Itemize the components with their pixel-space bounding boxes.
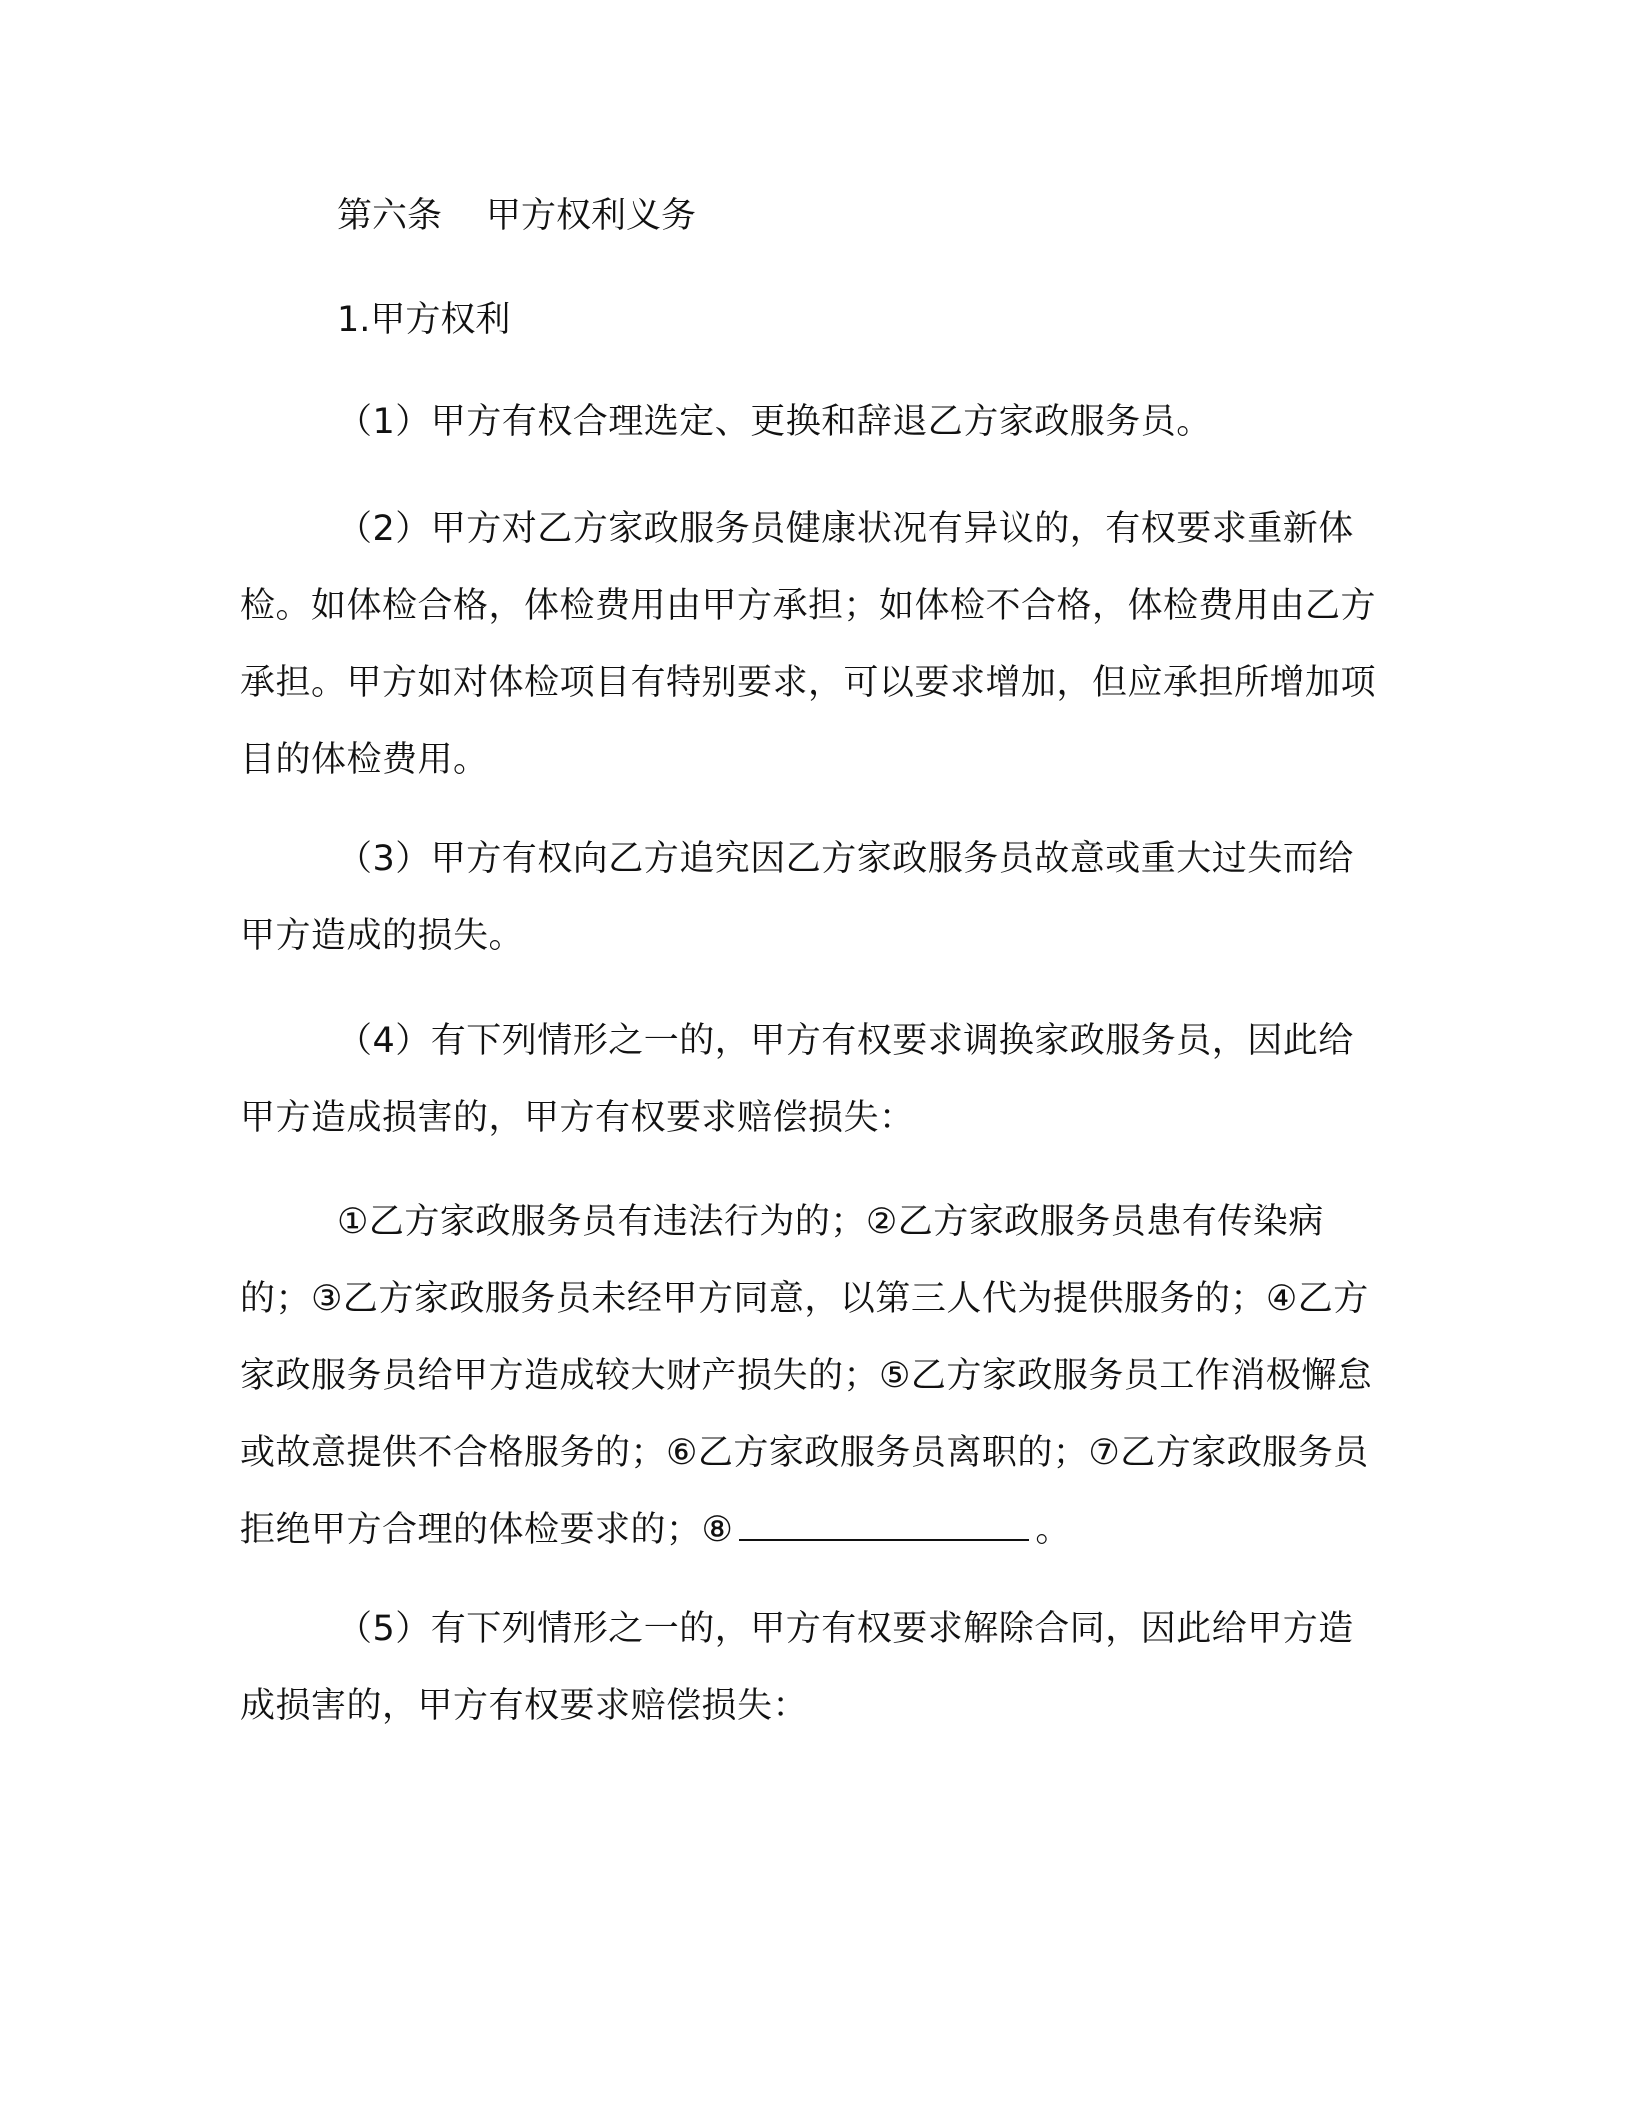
article-heading [337,192,696,240]
section-heading: 1.甲方权利 [337,300,511,340]
clause-4: （4）有下列情形之一的，甲方有权要求调换家政服务员，因此给甲方造成损害的，甲方有权要求赔偿损失： [240,1021,1354,1138]
clause-4-items-end: 。 [1035,1510,1071,1550]
clause-5: （5）有下列情形之一的，甲方有权要求解除合同，因此给甲方造成损害的，甲方有权要求赔偿损失： [240,1609,1354,1726]
clause-4-items-text: ①乙方家政服务员有违法行为的；②乙方家政服务员患有传染病的；③乙方家政服务员未经甲方同意，以第三人代为提供服务的；④乙方家政服务员给甲方造成较大财产损失的；⑤乙方家政服务员工作消极懈怠或故意提供不合格服务的；⑥乙方家政服务员离职的；⑦乙方家政服务员拒绝甲方合理的体检要求的；⑧ [240,1202,1373,1550]
clause-2: （2）甲方对乙方家政服务员健康状况有异议的，有权要求重新体检。如体检合格，体检费用由甲方承担；如体检不合格，体检费用由乙方承担。甲方如对体检项目有特别要求，可以要求增加，但应承担所增加项目的体检费用。 [240,509,1377,780]
clause-1: （1）甲方有权合理选定、更换和辞退乙方家政服务员。 [337,402,1212,442]
clause-3: （3）甲方有权向乙方追究因乙方家政服务员故意或重大过失而给甲方造成的损失。 [240,839,1354,956]
fill-in-blank[interactable] [739,1509,1029,1541]
article-title: 甲方权利义务 [486,196,697,236]
clause-4-items [240,1184,1380,1569]
article-number: 第六条 [337,196,443,236]
